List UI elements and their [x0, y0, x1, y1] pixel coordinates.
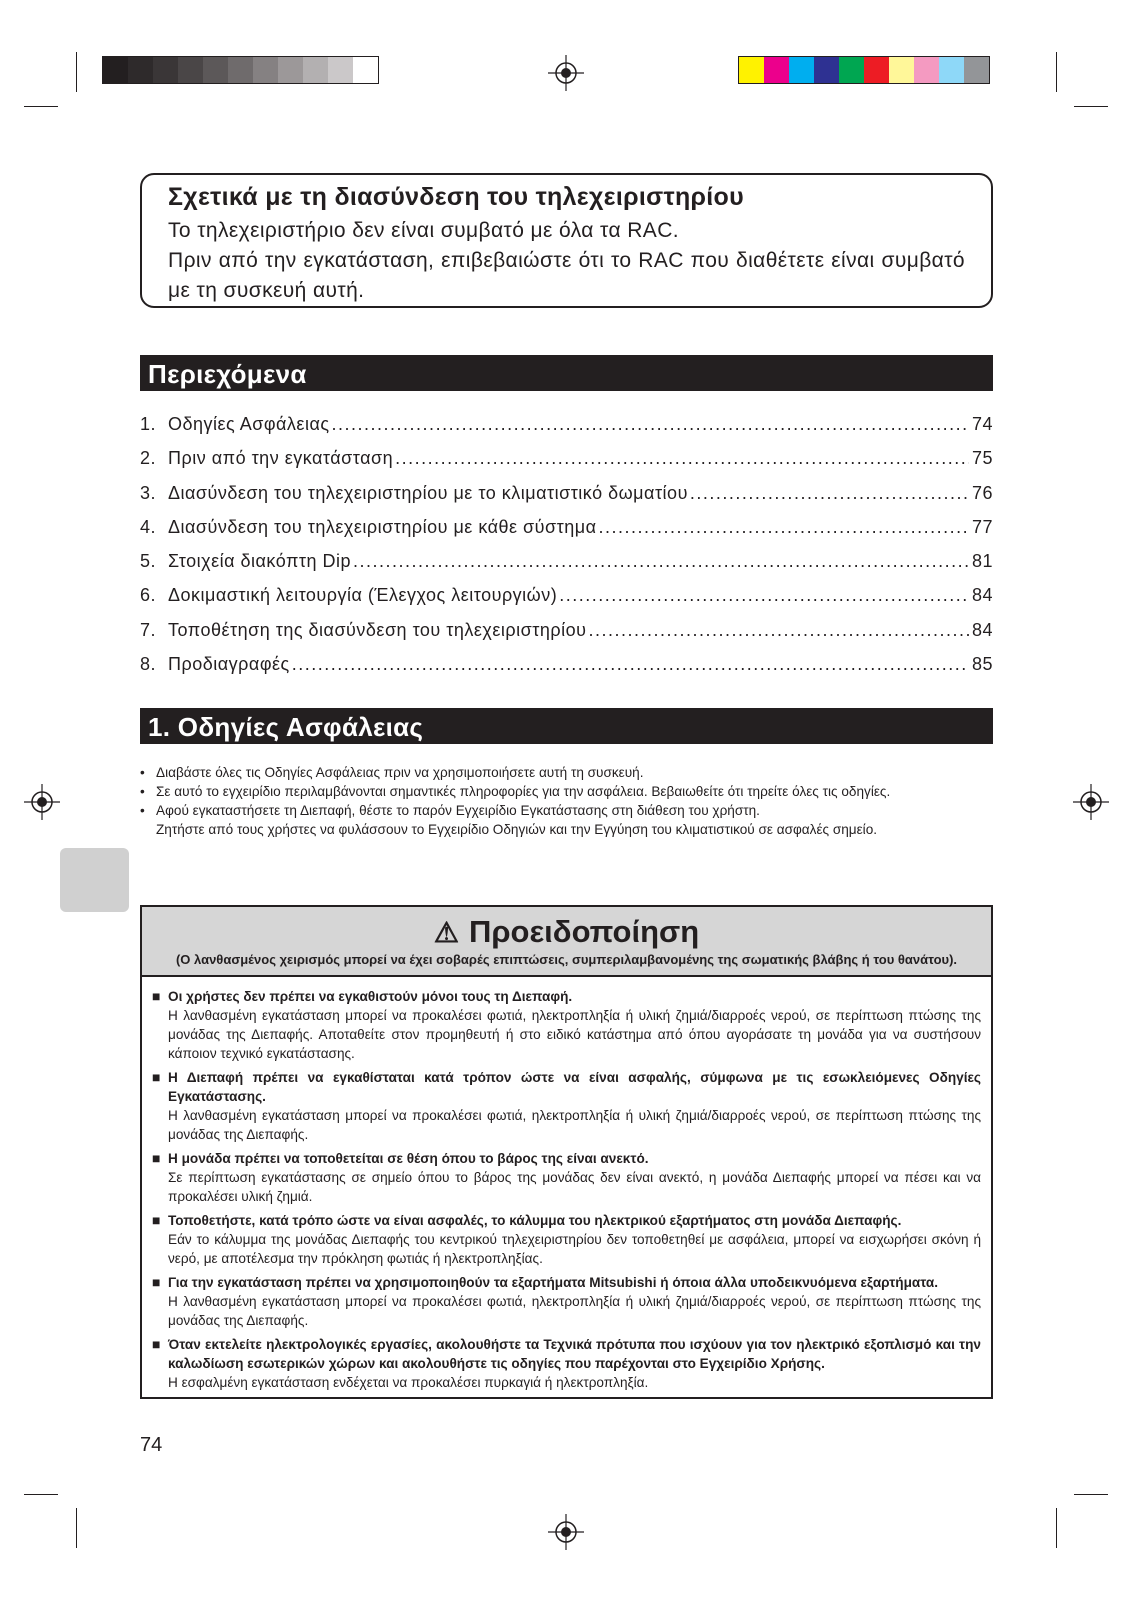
- toc-leader-dots: [690, 483, 969, 504]
- registration-mark-icon: [1073, 784, 1109, 820]
- compatibility-note-line: Το τηλεχειριστήριο δεν είναι συμβατό με όλα τα RAC.: [168, 219, 679, 242]
- warning-item-text: Σε περίπτωση εγκατάστασης σε σημείο όπου το βάρος της μονάδας δεν είναι ανεκτό, η μονάδα Διεπαφής μπορεί να πέσει και να προκαλέσει υλική ζημιά.: [168, 1170, 981, 1204]
- warning-item: [152, 987, 981, 1063]
- calibration-swatch: [764, 57, 789, 83]
- safety-bullet-text: Αφού εγκαταστήσετε τη Διεπαφή, θέστε το παρόν Εγχειρίδιο Εγκατάστασης στη διάθεση του χρήστη.: [156, 803, 760, 818]
- safety-heading: 1. Οδηγίες Ασφάλειας: [140, 708, 993, 744]
- table-of-contents: [140, 414, 993, 688]
- warning-item-text: Η εσφαλμένη εγκατάσταση ενδέχεται να προκαλέσει πυρκαγιά ή ηλεκτροπληξία.: [168, 1375, 649, 1390]
- black-square-icon: ■: [152, 1150, 161, 1166]
- compatibility-note-box: [140, 173, 993, 308]
- black-square-icon: ■: [152, 988, 161, 1004]
- calibration-swatch: [839, 57, 864, 83]
- toc-page-number: 77: [971, 516, 993, 537]
- toc-title: Διασύνδεση του τηλεχειριστηρίου με το κλιματιστικό δωματίου: [168, 482, 688, 503]
- toc-title: Διασύνδεση του τηλεχειριστηρίου με κάθε σύστημα: [168, 516, 597, 537]
- calibration-swatch: [328, 57, 353, 83]
- registration-mark-icon: [548, 1514, 584, 1550]
- toc-entry: [140, 551, 993, 585]
- calibration-swatch: [178, 57, 203, 83]
- toc-number: 1.: [140, 414, 157, 434]
- crop-mark: [24, 106, 58, 107]
- black-square-icon: ■: [152, 1336, 161, 1352]
- calibration-swatch: [128, 57, 153, 83]
- warning-item: [152, 1335, 981, 1392]
- toc-number: 8.: [140, 654, 157, 675]
- warning-item-heading: Όταν εκτελείτε ηλεκτρολογικές εργασίες, ακολουθήστε τα Τεχνικά πρότυπα που ισχύουν για τον ηλεκτρικό εξοπλισμό και την καλωδίωση εσωτερικών χώρων και ακολουθήστε τις οδηγίες που παρέχονται στο Εγχειρίδιο Χρήσης.: [168, 1337, 981, 1371]
- toc-title: Πριν από την εγκατάσταση: [168, 448, 394, 469]
- crop-mark: [24, 1494, 58, 1495]
- safety-bullet: [140, 763, 993, 782]
- toc-leader-dots: [332, 414, 969, 435]
- warning-item-heading: Η Διεπαφή πρέπει να εγκαθίσταται κατά τρόπον ώστε να είναι ασφαλής, σύμφωνα με τις εσωκλειόμενες Οδηγίες Εγκατάστασης.: [168, 1070, 981, 1104]
- safety-bullet: [140, 782, 993, 801]
- safety-bullet: [140, 820, 993, 839]
- safety-bullet-text: Ζητήστε από τους χρήστες να φυλάσσουν το Εγχειρίδιο Οδηγιών και την Εγγύηση του κλιματιστικού σε ασφαλές σημείο.: [156, 822, 878, 837]
- warning-item: [152, 1211, 981, 1268]
- toc-entry: [140, 483, 993, 517]
- warning-item-text: Η λανθασμένη εγκατάσταση μπορεί να προκαλέσει φωτιά, ηλεκτροπληξία ή υλική ζημιά/διαρροές νερού, σε περίπτωση πτώσης της μονάδας της Διεπαφής. Αποταθείτε στον προμηθευτή ή στο ειδικό κατάστημα από όπου αγοράσατε τη μονάδα για να συστήσουν κάποιον τεχνικό εγκατάστασης.: [168, 1008, 981, 1061]
- warning-item-heading: Για την εγκατάσταση πρέπει να χρησιμοποιηθούν τα εξαρτήματα Mitsubishi ή όποια άλλα υποδεικνυόμενα εξαρτήματα.: [168, 1275, 939, 1290]
- crop-mark: [1056, 1508, 1057, 1548]
- calibration-swatch: [353, 57, 378, 83]
- toc-entry: [140, 654, 993, 688]
- grayscale-calibration-bar: [102, 56, 379, 84]
- calibration-swatch: [789, 57, 814, 83]
- warning-item-heading: Η μονάδα πρέπει να τοποθετείται σε θέση όπου το βάρος της είναι ανεκτό.: [168, 1151, 649, 1166]
- contents-heading: Περιεχόμενα: [140, 355, 993, 391]
- toc-leader-dots: [599, 517, 969, 538]
- toc-leader-dots: [292, 654, 969, 675]
- warning-item-heading: Οι χρήστες δεν πρέπει να εγκαθιστούν μόνοι τους τη Διεπαφή.: [168, 989, 573, 1004]
- toc-entry: [140, 414, 993, 448]
- toc-entry: [140, 620, 993, 654]
- crop-mark: [1074, 106, 1108, 107]
- toc-title: Οδηγίες Ασφάλειας: [168, 414, 330, 434]
- calibration-swatch: [303, 57, 328, 83]
- bullet-dot: •: [140, 784, 145, 799]
- toc-entry: [140, 585, 993, 619]
- toc-page-number: 85: [971, 654, 993, 675]
- toc-page-number: 76: [971, 482, 993, 503]
- toc-number: 6.: [140, 585, 157, 606]
- toc-entry: [140, 517, 993, 551]
- toc-page-number: 75: [971, 448, 993, 469]
- calibration-swatch: [278, 57, 303, 83]
- warning-box: [140, 905, 993, 1399]
- toc-page-number: 74: [971, 414, 993, 434]
- calibration-swatch: [228, 57, 253, 83]
- calibration-swatch: [864, 57, 889, 83]
- warning-title: Προειδοποίηση: [468, 914, 700, 949]
- registration-mark-icon: [24, 784, 60, 820]
- toc-number: 4.: [140, 516, 157, 537]
- toc-number: 7.: [140, 619, 157, 640]
- calibration-swatch: [103, 57, 128, 83]
- safety-bullet-text: Σε αυτό το εγχειρίδιο περιλαμβάνονται σημαντικές πληροφορίες για την ασφάλεια. Βεβαιωθείτε ότι τηρείτε όλες τις οδηγίες.: [156, 784, 891, 799]
- black-square-icon: ■: [152, 1069, 161, 1085]
- side-tab-marker: [60, 848, 129, 912]
- warning-item-heading: Τοποθετήστε, κατά τρόπο ώστε να είναι ασφαλές, το κάλυμμα του ηλεκτρικού εξαρτήματος στη μονάδα Διεπαφής.: [168, 1213, 902, 1228]
- crop-mark: [76, 1508, 77, 1548]
- warning-items: [142, 977, 991, 1392]
- calibration-swatch: [939, 57, 964, 83]
- crop-mark: [76, 52, 77, 92]
- bullet-dot: •: [140, 765, 145, 780]
- black-square-icon: ■: [152, 1274, 161, 1290]
- calibration-swatch: [964, 57, 989, 83]
- toc-title: Στοιχεία διακόπτη Dip: [168, 551, 352, 572]
- calibration-swatch: [153, 57, 178, 83]
- toc-number: 5.: [140, 551, 157, 572]
- warning-item: [152, 1068, 981, 1144]
- safety-bullet: [140, 801, 993, 820]
- calibration-swatch: [203, 57, 228, 83]
- safety-bullet-list: [140, 763, 993, 839]
- warning-header: [142, 907, 991, 977]
- toc-leader-dots: [395, 448, 969, 469]
- crop-mark: [1074, 1494, 1108, 1495]
- toc-title: Δοκιμαστική λειτουργία (Έλεγχος λειτουργιών): [168, 585, 558, 606]
- compatibility-note-title: Σχετικά με τη διασύνδεση του τηλεχειριστηρίου: [168, 183, 744, 211]
- toc-number: 3.: [140, 482, 157, 503]
- calibration-swatch: [814, 57, 839, 83]
- warning-item-text: Η λανθασμένη εγκατάσταση μπορεί να προκαλέσει φωτιά, ηλεκτροπληξία ή υλική ζημιά/διαρροές νερού, σε περίπτωση πτώσης της μονάδας της Διεπαφής.: [168, 1108, 981, 1142]
- crop-mark: [1056, 52, 1057, 92]
- page-number: 74: [140, 1434, 163, 1456]
- toc-page-number: 84: [971, 585, 993, 606]
- calibration-swatch: [914, 57, 939, 83]
- compatibility-note-line: Πριν από την εγκατάσταση, επιβεβαιώστε ότι το RAC που διαθέτετε είναι συμβατό με τη συσκευή αυτή.: [168, 249, 965, 302]
- toc-page-number: 84: [971, 619, 993, 640]
- toc-title: Τοποθέτηση της διασύνδεση του τηλεχειριστηρίου: [168, 619, 587, 640]
- warning-subtitle: (Ο λανθασμένος χειρισμός μπορεί να έχει σοβαρές επιπτώσεις, συμπεριλαμβανομένης της σωματικής βλάβης ή του θανάτου).: [175, 952, 958, 967]
- warning-item: [152, 1273, 981, 1330]
- black-square-icon: ■: [152, 1212, 161, 1228]
- warning-item-text: Εάν το κάλυμμα της μονάδας Διεπαφής του κεντρικού τηλεχειριστηρίου δεν τοποθετηθεί με ασφάλεια, μπορεί να εισχωρήσει σκόνη ή νερό, με αποτέλεσμα την πρόκληση φωτιάς ή ηλεκτροπληξίας.: [168, 1232, 981, 1266]
- toc-number: 2.: [140, 448, 157, 469]
- registration-mark-icon: [548, 55, 584, 91]
- bullet-dot: [140, 820, 156, 839]
- toc-title: Προδιαγραφές: [168, 654, 290, 675]
- toc-entry: [140, 448, 993, 482]
- bullet-dot: •: [140, 803, 145, 818]
- toc-page-number: 81: [971, 551, 993, 572]
- calibration-swatch: [739, 57, 764, 83]
- calibration-swatch: [253, 57, 278, 83]
- warning-item: [152, 1149, 981, 1206]
- warning-item-text: Η λανθασμένη εγκατάσταση μπορεί να προκαλέσει φωτιά, ηλεκτροπληξία ή υλική ζημιά/διαρροές νερού, σε περίπτωση πτώσης της μονάδας της Διεπαφής.: [168, 1294, 981, 1328]
- warning-triangle-icon: ⚠: [433, 916, 459, 948]
- safety-bullet-text: Διαβάστε όλες τις Οδηγίες Ασφάλειας πριν να χρησιμοποιήσετε αυτή τη συσκευή.: [156, 765, 644, 780]
- toc-leader-dots: [559, 585, 969, 606]
- color-calibration-bar: [738, 56, 990, 84]
- toc-leader-dots: [353, 551, 969, 572]
- toc-leader-dots: [588, 620, 969, 641]
- calibration-swatch: [889, 57, 914, 83]
